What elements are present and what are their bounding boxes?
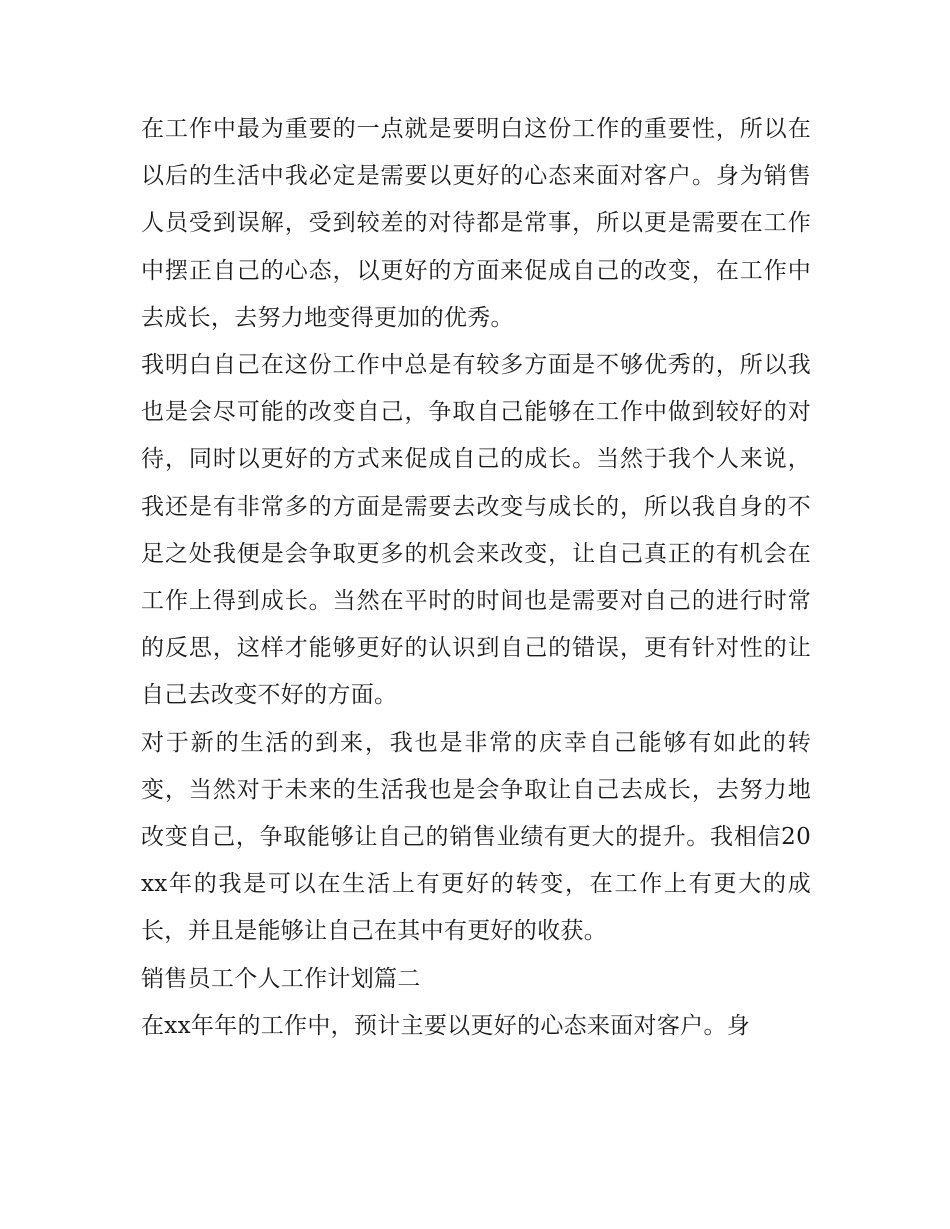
document-page <box>141 106 811 1050</box>
paragraph-2: 我明白自己在这份工作中总是有较多方面是不够优秀的，所以我也是会尽可能的改变自己，争取自己能够在工作中做到较好的对待，同时以更好的方式来促成自己的成长。当然于我个人来说，我还是有非常多的方面是需要去改变与成长的，所以我自身的不足之处我便是会争取更多的机会来改变，让自己真正的有机会在工作上得到成长。当然在平时的时间也是需要对自己的进行时常的反思，这样才能够更好的认识到自己的错误，更有针对性的让自己去改变不好的方面。 <box>141 352 811 709</box>
paragraph-3: 对于新的生活的到来，我也是非常的庆幸自己能够有如此的转变，当然对于未来的生活我也是会争取让自己去成长，去努力地改变自己，争取能够让自己的销售业绩有更大的提升。我相信20xx年的我是可以在生活上有更好的转变，在工作上有更大的成长，并且是能够让自己在其中有更好的收获。 <box>141 729 811 945</box>
section-heading: 销售员工个人工作计划篇二 <box>141 965 421 992</box>
paragraph-4: 在xx年年的工作中，预计主要以更好的心态来面对客户。身 <box>141 1012 751 1039</box>
paragraph-1: 在工作中最为重要的一点就是要明白这份工作的重要性，所以在以后的生活中我必定是需要以更好的心态来面对客户。身为销售人员受到误解，受到较差的对待都是常事，所以更是需要在工作中摆正自己的心态，以更好的方面来促成自己的改变，在工作中去成长，去努力地变得更加的优秀。 <box>141 116 811 331</box>
